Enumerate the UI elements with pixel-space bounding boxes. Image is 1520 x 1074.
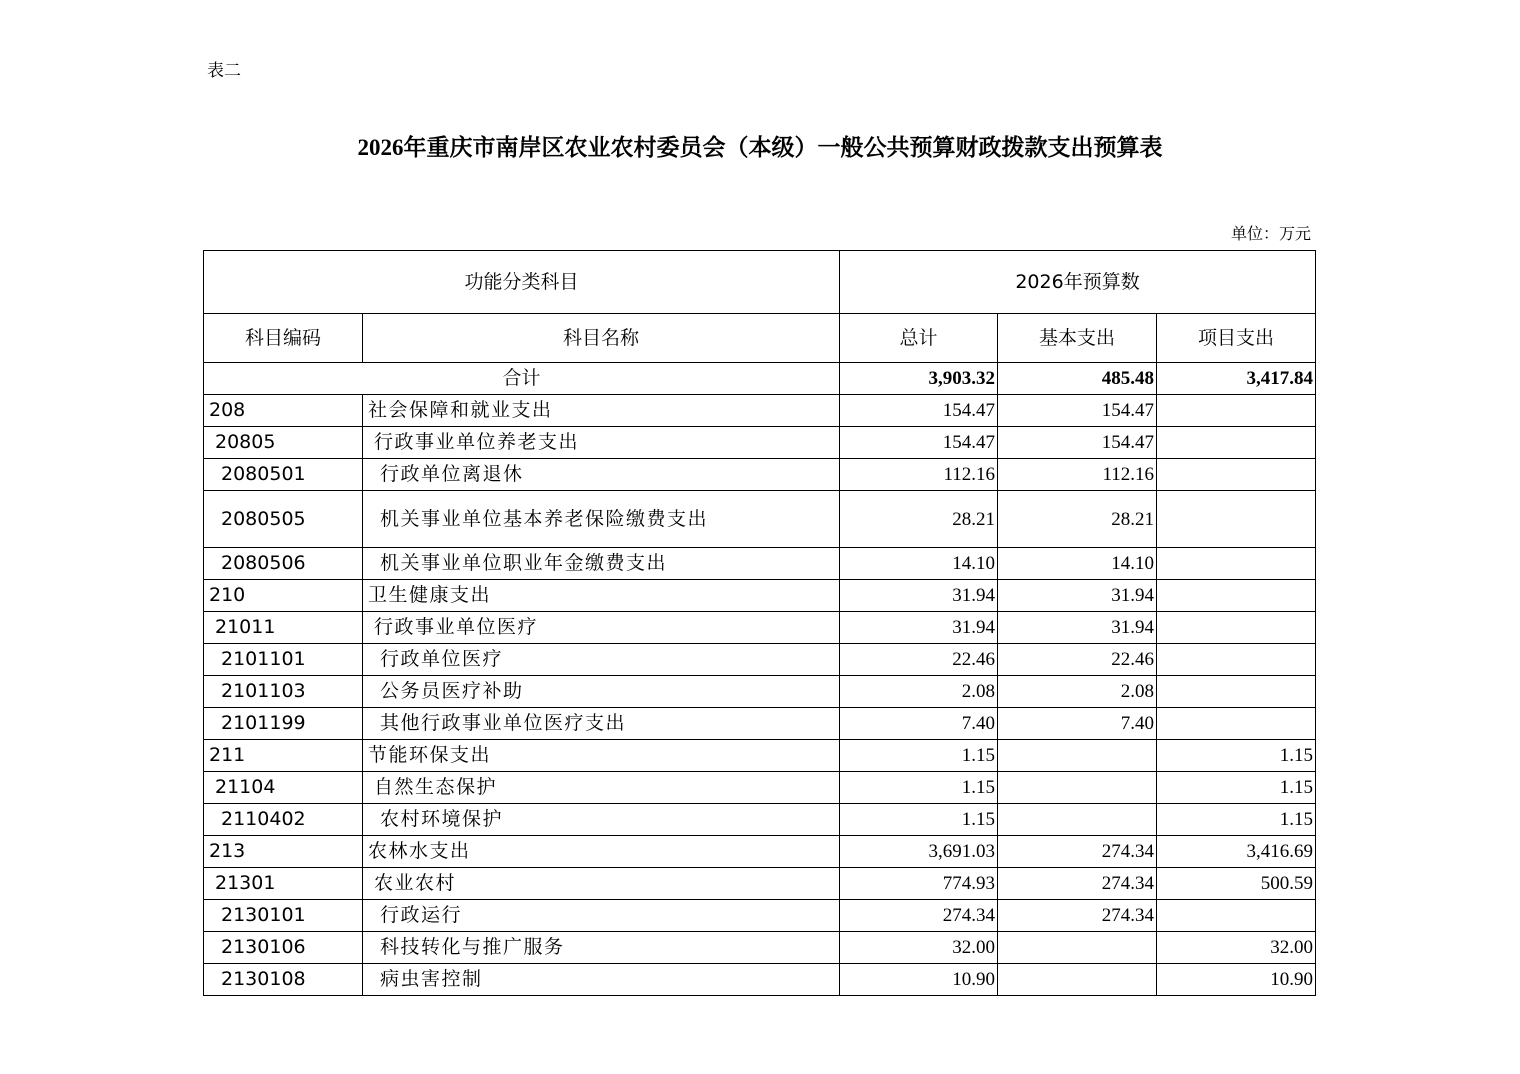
table-row <box>204 964 1316 996</box>
row-code: 2101101 <box>204 644 363 676</box>
row-total: 154.47 <box>840 395 998 427</box>
row-code: 21011 <box>204 612 363 644</box>
row-name: 农村环境保护 <box>363 804 840 836</box>
table-row <box>204 708 1316 740</box>
row-code: 2130101 <box>204 900 363 932</box>
row-basic <box>998 932 1157 964</box>
row-project <box>1157 427 1316 459</box>
row-total: 774.93 <box>840 868 998 900</box>
row-total: 112.16 <box>840 459 998 491</box>
table-row <box>204 644 1316 676</box>
row-basic: 2.08 <box>998 676 1157 708</box>
row-code: 2080501 <box>204 459 363 491</box>
row-basic: 22.46 <box>998 644 1157 676</box>
row-code: 2101199 <box>204 708 363 740</box>
row-project <box>1157 580 1316 612</box>
row-name: 行政单位医疗 <box>363 644 840 676</box>
row-project: 10.90 <box>1157 964 1316 996</box>
row-basic: 7.40 <box>998 708 1157 740</box>
header-project: 项目支出 <box>1157 314 1316 363</box>
header-category: 功能分类科目 <box>204 251 840 314</box>
row-basic <box>998 964 1157 996</box>
header-code: 科目编码 <box>204 314 363 363</box>
row-name: 公务员医疗补助 <box>363 676 840 708</box>
row-basic: 31.94 <box>998 580 1157 612</box>
row-total: 10.90 <box>840 964 998 996</box>
row-name: 其他行政事业单位医疗支出 <box>363 708 840 740</box>
header-basic: 基本支出 <box>998 314 1157 363</box>
row-total: 32.00 <box>840 932 998 964</box>
row-name: 机关事业单位职业年金缴费支出 <box>363 548 840 580</box>
row-name: 机关事业单位基本养老保险缴费支出 <box>363 491 840 548</box>
row-code: 2101103 <box>204 676 363 708</box>
summary-project: 3,417.84 <box>1157 363 1316 395</box>
row-name: 科技转化与推广服务 <box>363 932 840 964</box>
row-project <box>1157 676 1316 708</box>
row-code: 21104 <box>204 772 363 804</box>
summary-row <box>204 363 1316 395</box>
row-basic <box>998 740 1157 772</box>
row-code: 213 <box>204 836 363 868</box>
table-row <box>204 868 1316 900</box>
table-row <box>204 932 1316 964</box>
row-total: 274.34 <box>840 900 998 932</box>
row-code: 208 <box>204 395 363 427</box>
row-total: 7.40 <box>840 708 998 740</box>
row-project: 500.59 <box>1157 868 1316 900</box>
row-code: 210 <box>204 580 363 612</box>
table-row <box>204 676 1316 708</box>
row-code: 2130106 <box>204 932 363 964</box>
row-project <box>1157 548 1316 580</box>
row-basic: 14.10 <box>998 548 1157 580</box>
row-name: 行政运行 <box>363 900 840 932</box>
row-total: 31.94 <box>840 612 998 644</box>
summary-total: 3,903.32 <box>840 363 998 395</box>
row-name: 自然生态保护 <box>363 772 840 804</box>
row-basic: 274.34 <box>998 868 1157 900</box>
row-project <box>1157 612 1316 644</box>
row-project <box>1157 395 1316 427</box>
header-row-top <box>204 251 1316 314</box>
row-code: 21301 <box>204 868 363 900</box>
row-project: 1.15 <box>1157 740 1316 772</box>
row-code: 20805 <box>204 427 363 459</box>
table-row <box>204 459 1316 491</box>
row-project: 32.00 <box>1157 932 1316 964</box>
row-basic: 274.34 <box>998 836 1157 868</box>
row-project: 1.15 <box>1157 772 1316 804</box>
header-budget: 2026年预算数 <box>840 251 1316 314</box>
table-row <box>204 580 1316 612</box>
row-code: 2130108 <box>204 964 363 996</box>
row-project <box>1157 491 1316 548</box>
row-total: 1.15 <box>840 804 998 836</box>
row-basic: 154.47 <box>998 427 1157 459</box>
row-name: 农林水支出 <box>363 836 840 868</box>
row-project: 3,416.69 <box>1157 836 1316 868</box>
row-name: 卫生健康支出 <box>363 580 840 612</box>
row-project: 1.15 <box>1157 804 1316 836</box>
header-name: 科目名称 <box>363 314 840 363</box>
header-row-sub <box>204 314 1316 363</box>
row-name: 农业农村 <box>363 868 840 900</box>
row-code: 2080506 <box>204 548 363 580</box>
table-row <box>204 900 1316 932</box>
table-row <box>204 740 1316 772</box>
row-basic: 274.34 <box>998 900 1157 932</box>
budget-table <box>203 250 1316 996</box>
row-basic: 28.21 <box>998 491 1157 548</box>
row-basic <box>998 772 1157 804</box>
table-row <box>204 427 1316 459</box>
row-total: 1.15 <box>840 740 998 772</box>
row-basic <box>998 804 1157 836</box>
row-code: 211 <box>204 740 363 772</box>
summary-label: 合计 <box>204 363 840 395</box>
table-label: 表二 <box>207 61 241 81</box>
row-project <box>1157 708 1316 740</box>
row-basic: 154.47 <box>998 395 1157 427</box>
row-basic: 112.16 <box>998 459 1157 491</box>
table-row <box>204 804 1316 836</box>
row-total: 3,691.03 <box>840 836 998 868</box>
summary-basic: 485.48 <box>998 363 1157 395</box>
row-total: 154.47 <box>840 427 998 459</box>
row-name: 行政单位离退休 <box>363 459 840 491</box>
row-code: 2110402 <box>204 804 363 836</box>
row-project <box>1157 644 1316 676</box>
row-total: 31.94 <box>840 580 998 612</box>
table-row <box>204 395 1316 427</box>
unit-label: 单位：万元 <box>1230 224 1311 243</box>
table-row <box>204 836 1316 868</box>
row-name: 行政事业单位养老支出 <box>363 427 840 459</box>
row-total: 1.15 <box>840 772 998 804</box>
page-title: 2026年重庆市南岸区农业农村委员会（本级）一般公共预算财政拨款支出预算表 <box>357 135 1163 160</box>
row-name: 病虫害控制 <box>363 964 840 996</box>
row-project <box>1157 459 1316 491</box>
row-total: 14.10 <box>840 548 998 580</box>
row-name: 社会保障和就业支出 <box>363 395 840 427</box>
row-project <box>1157 900 1316 932</box>
row-name: 行政事业单位医疗 <box>363 612 840 644</box>
row-total: 2.08 <box>840 676 998 708</box>
row-total: 22.46 <box>840 644 998 676</box>
header-total: 总计 <box>840 314 998 363</box>
row-basic: 31.94 <box>998 612 1157 644</box>
table-row <box>204 612 1316 644</box>
row-total: 28.21 <box>840 491 998 548</box>
row-name: 节能环保支出 <box>363 740 840 772</box>
table-row <box>204 491 1316 548</box>
table-row <box>204 548 1316 580</box>
table-row <box>204 772 1316 804</box>
row-code: 2080505 <box>204 491 363 548</box>
